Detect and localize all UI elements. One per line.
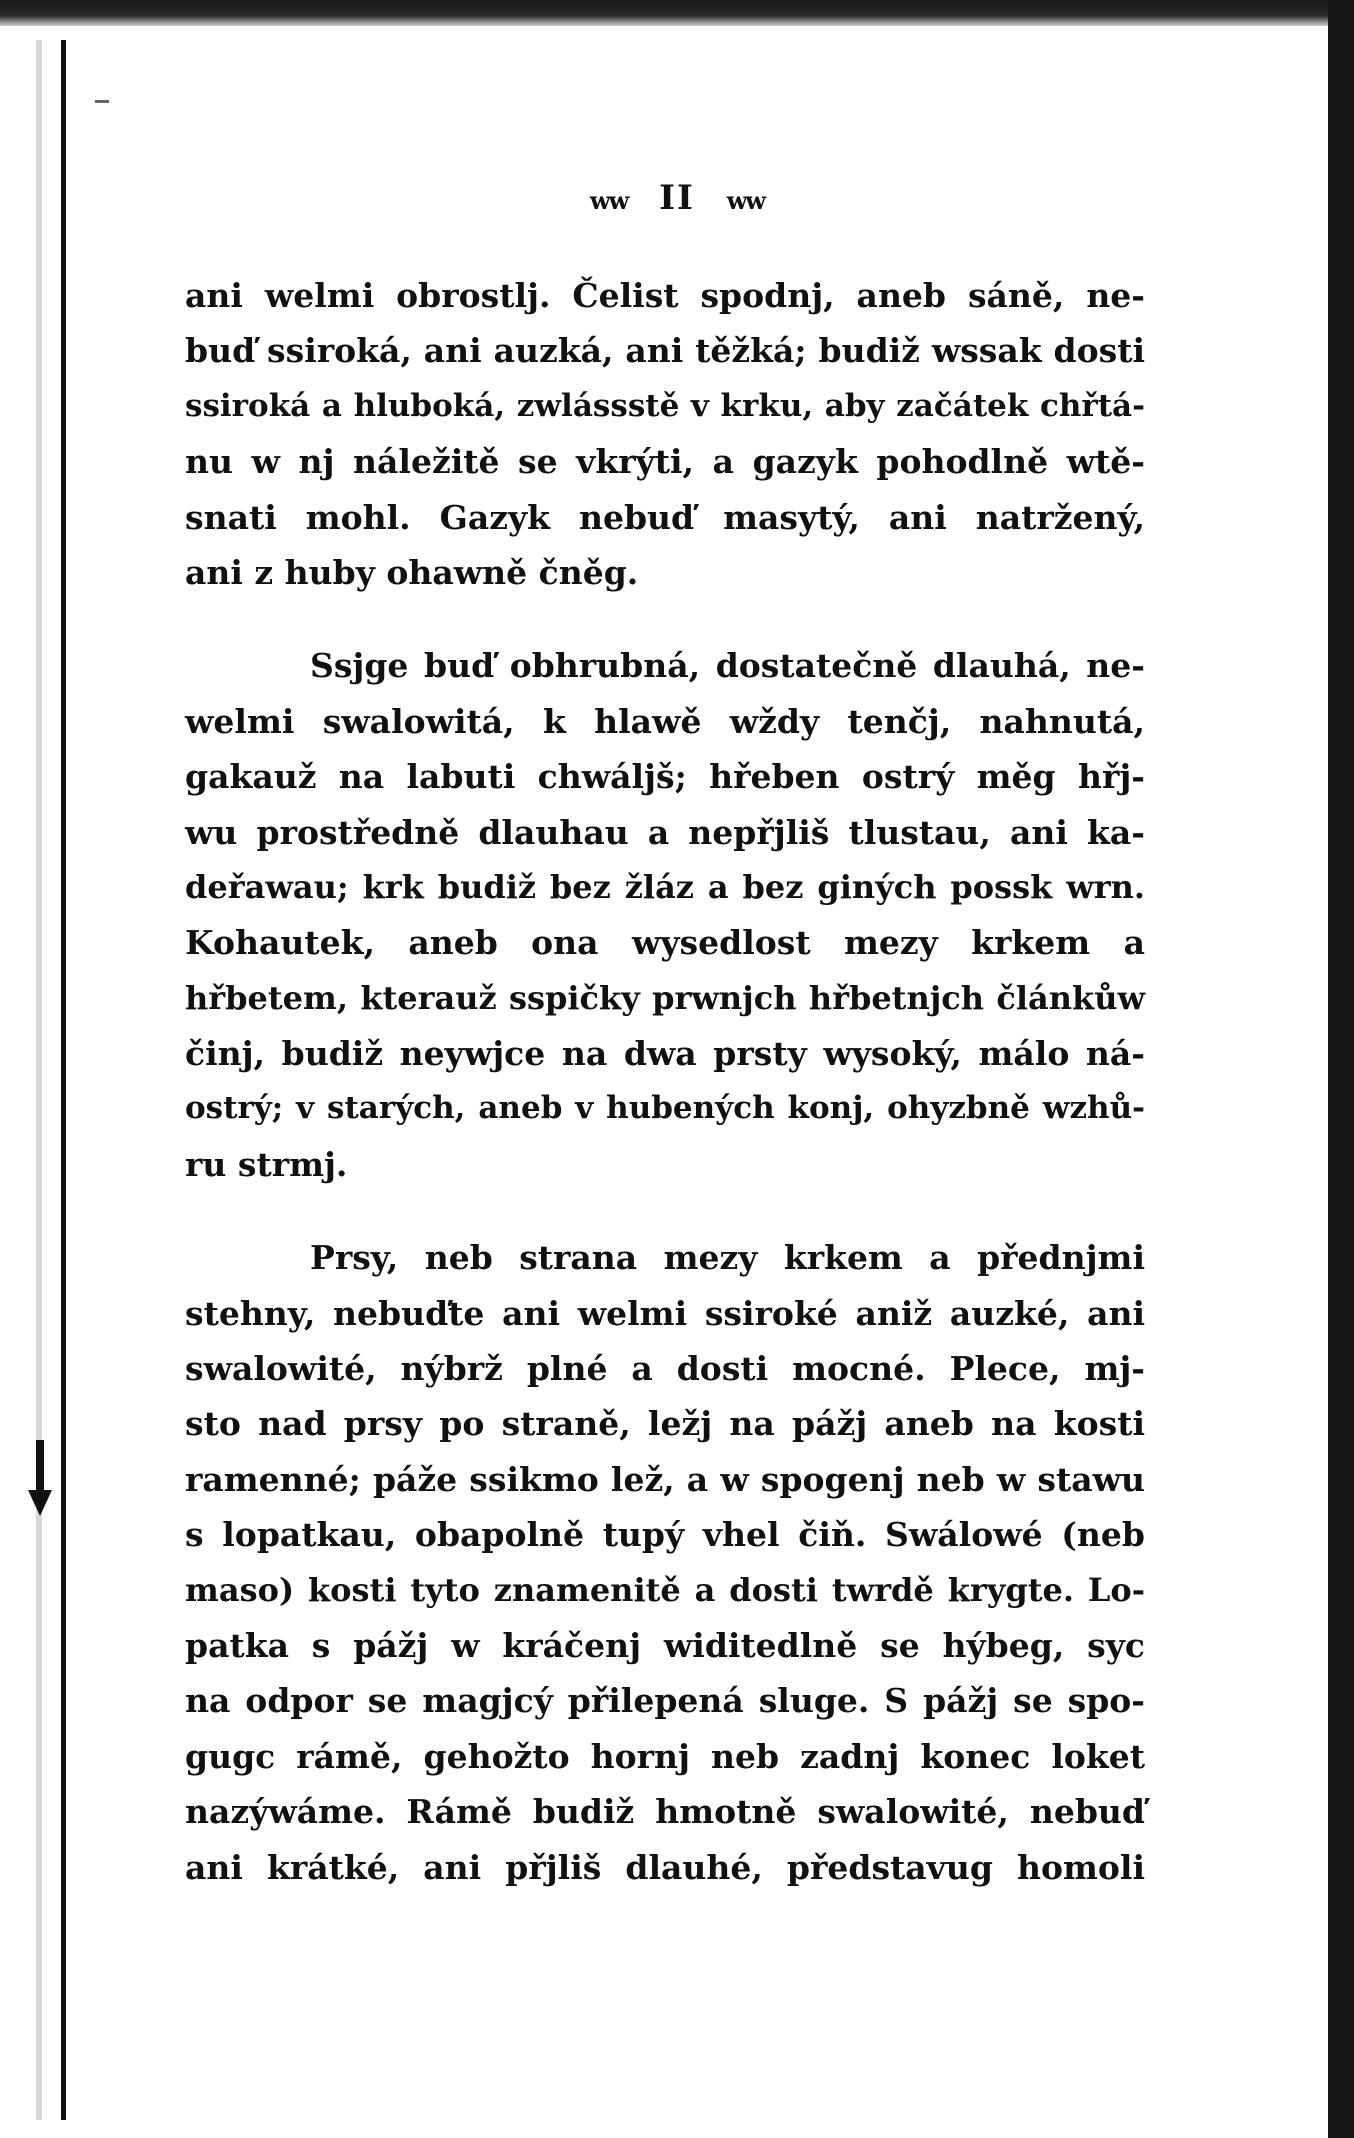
text-line: ani welmi obrostlj. Čelist spodnj, aneb sáně, ne- <box>185 276 1145 315</box>
text-line: ani krátké, ani přjliš dlauhé, představug homoli <box>185 1847 1145 1887</box>
text-line: ani z huby ohawně čněg. <box>185 552 639 592</box>
text-line: ostrý; v starých, aneb v hubených konj, ohyzbně wzhů- <box>185 1090 1145 1127</box>
text-line: hřbetem, kterauž sspičky prwnjch hřbetnjch článkůw <box>185 978 1145 1017</box>
paragraph-gap <box>185 1192 1145 1230</box>
text-line: stehny, nebuďte ani welmi ssiroké aniž auzké, ani <box>185 1293 1145 1333</box>
text-line: nazýwáme. Rámě budiž hmotně swalowité, nebuď <box>185 1792 1145 1832</box>
text-line: s lopatkau, obapolně tupý vhel čiň. Swálowé (neb <box>185 1515 1145 1555</box>
text-line: ramenné; páže ssikmo lež, a w spogenj neb w stawu <box>185 1459 1145 1499</box>
text-line: gugc rámě, gehožto hornj neb zadnj konec loket <box>185 1736 1145 1776</box>
text-line: nu w nj náležitě se vkrýti, a gazyk pohodlně wtě- <box>185 442 1145 482</box>
text-line: patka s pážj w kráčenj widitedlně se hýbeg, syc <box>185 1625 1145 1665</box>
margin-arrow-icon <box>28 1490 52 1516</box>
text-line: welmi swalowitá, k hlawě wždy tenčj, nahnutá, <box>185 701 1145 741</box>
text-line: snati mohl. Gazyk nebuď masytý, ani natržený, <box>185 497 1145 537</box>
text-line: Kohautek, aneb ona wysedlost mezy krkem a <box>185 923 1145 963</box>
binding-gutter <box>26 40 66 2120</box>
text-line: sto nad prsy po straně, ležj na pážj aneb na kosti <box>185 1404 1145 1444</box>
running-head <box>0 178 1354 218</box>
scan-right-edge <box>1328 0 1354 2138</box>
text-line: Ssjge buď obhrubná, dostatečně dlauhá, ne- <box>310 646 1145 686</box>
text-line: na odpor se magjcý přilepená sluge. S pážj se spo- <box>185 1681 1145 1721</box>
text-line: ssiroká a hluboká, zwlássstě v krku, aby začátek chřtá- <box>185 387 1145 424</box>
text-line: maso) kosti tyto znamenitě a dosti twrdě krygte. Lo- <box>185 1570 1145 1609</box>
text-line: ru strmj. <box>185 1144 348 1184</box>
text-line: swalowité, nýbrž plné a dosti mocné. Plece, mj- <box>185 1349 1145 1389</box>
paragraph-gap <box>185 600 1145 638</box>
text-line: deřawau; krk budiž bez žláz a bez giných possk wrn. <box>185 867 1145 906</box>
text-line: Prsy, neb strana mezy krkem a přednjmi <box>310 1238 1145 1278</box>
text-line: gakauž na labuti chwáljš; hřeben ostrý měg hřj- <box>185 757 1145 797</box>
head-ornament-left: ww <box>589 185 628 215</box>
text-line: činj, budiž neywjce na dwa prsty wysoký, málo ná- <box>185 1034 1145 1074</box>
paragraph-1 <box>185 268 1145 600</box>
body-text <box>185 268 1145 1895</box>
paragraph-3 <box>185 1230 1145 1895</box>
text-line: wu prostředně dlauhau a nepřjliš tlustau, ani ka- <box>185 812 1145 852</box>
margin-tick-mark <box>95 100 109 103</box>
head-ornament-right: ww <box>726 185 765 215</box>
paragraph-2 <box>185 638 1145 1192</box>
page-number: II <box>659 178 695 218</box>
scan-top-edge <box>0 0 1354 26</box>
text-line: buď ssiroká, ani auzká, ani těžká; budiž wssak dosti <box>185 331 1145 371</box>
